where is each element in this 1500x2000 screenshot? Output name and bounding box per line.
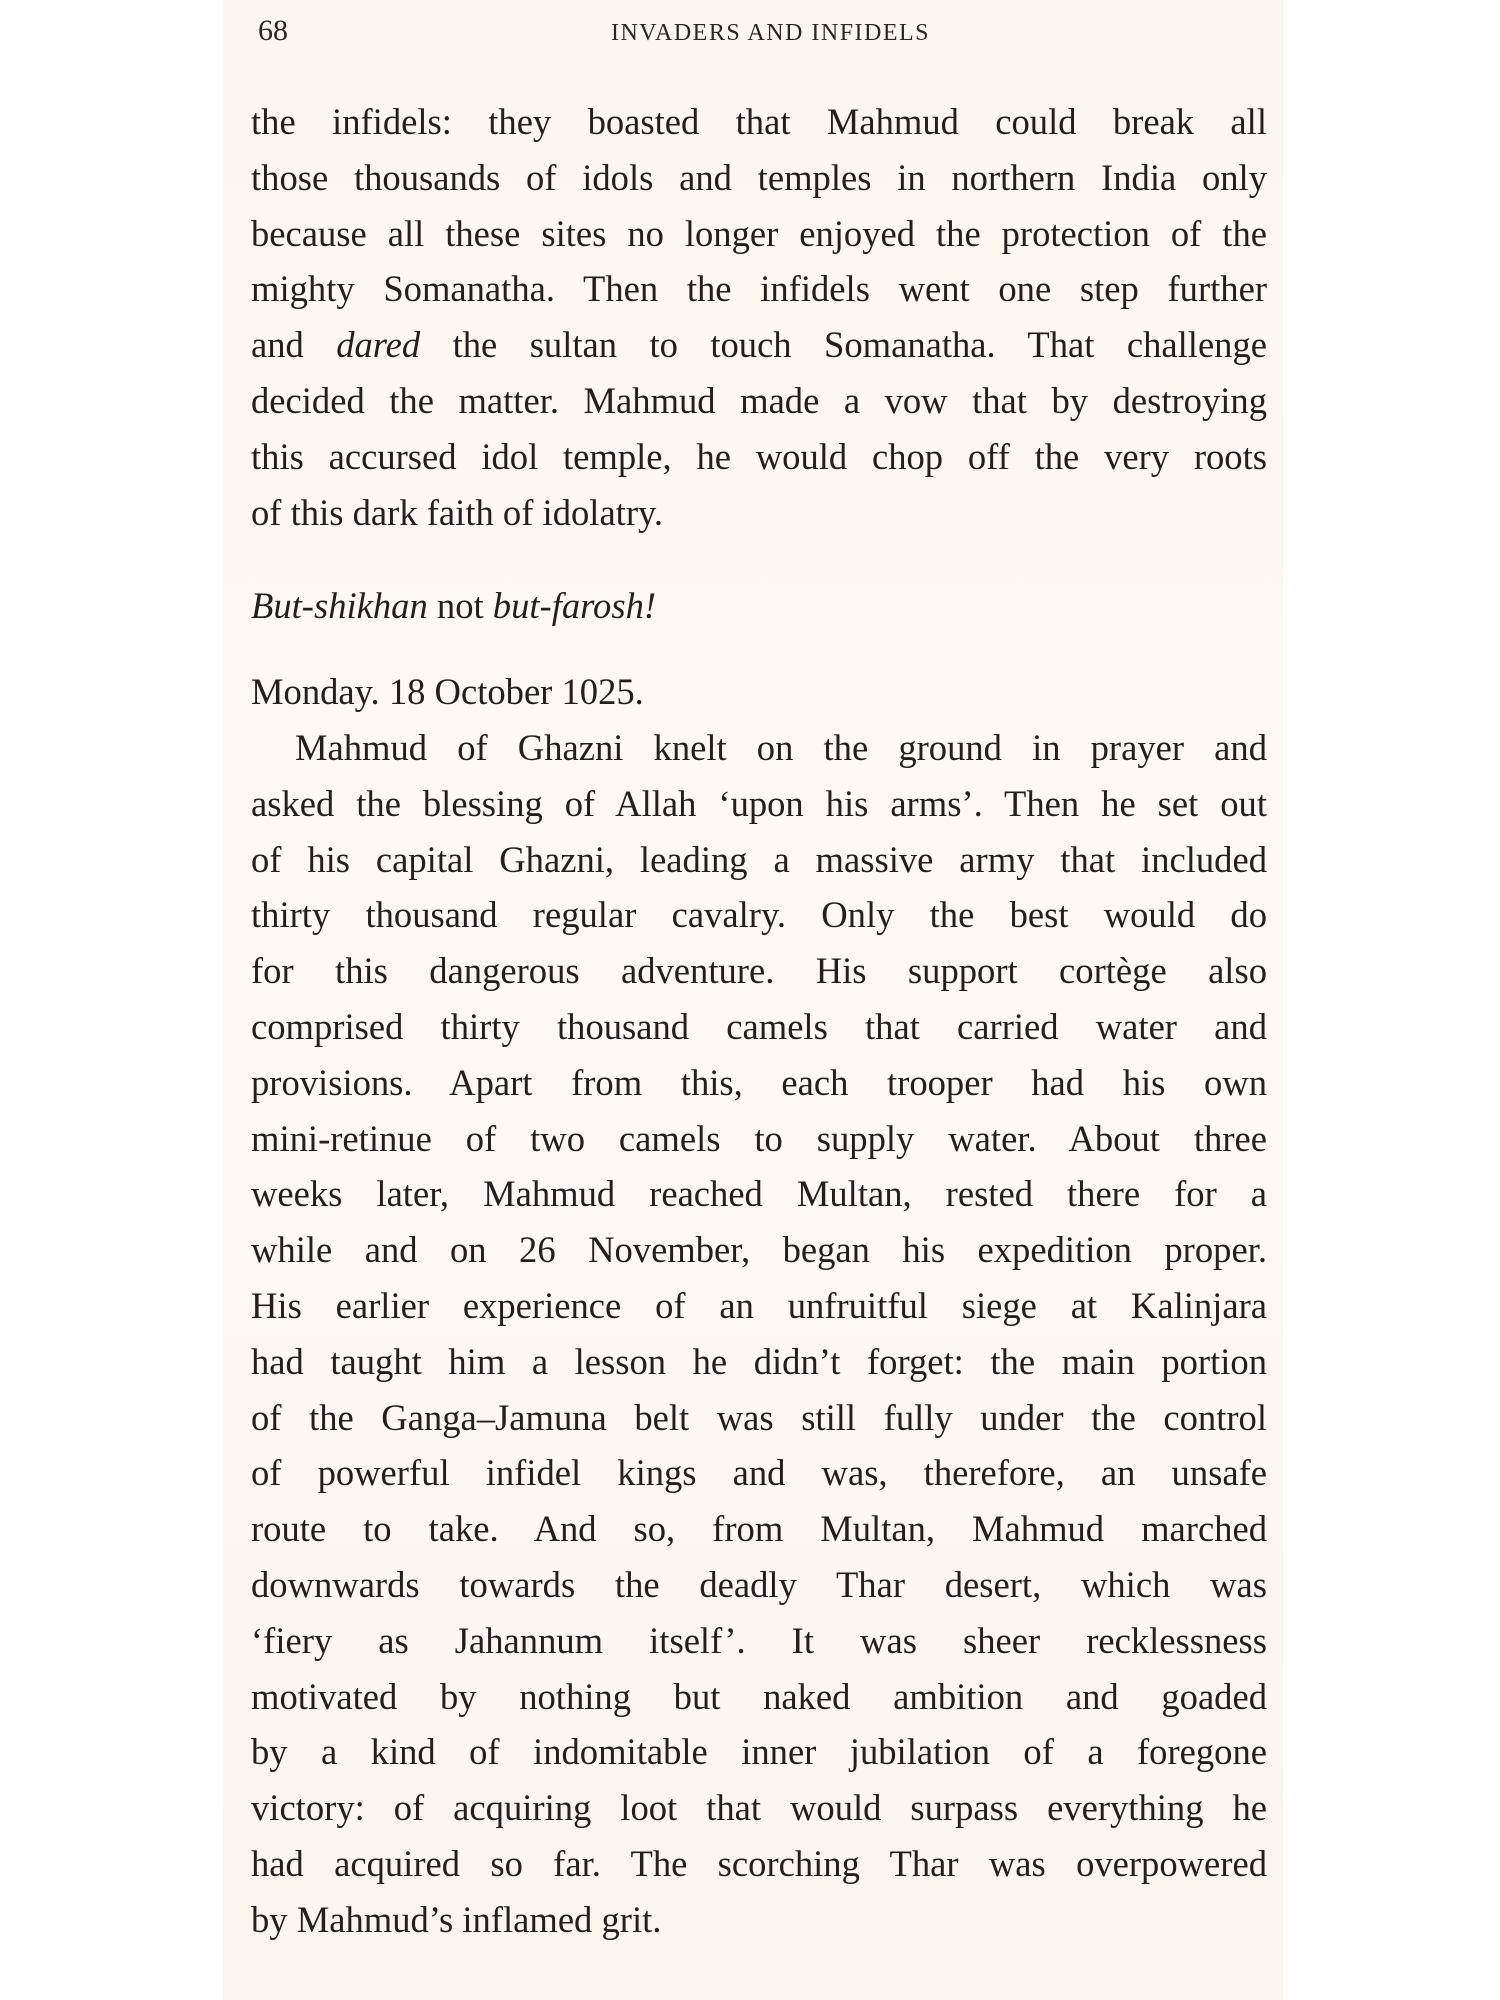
text-line: mini-retinue of two camels to supply water. About three [251, 1117, 1267, 1159]
text-line: had taught him a lesson he didn’t forget: the main portion [251, 1340, 1267, 1382]
text-line: His earlier experience of an unfruitful siege at Kalinjara [251, 1284, 1267, 1326]
body-text [251, 94, 1267, 1948]
text-line: ‘fiery as Jahannum itself’. It was sheer recklessness [251, 1619, 1267, 1661]
paragraph-2 [251, 720, 1267, 1948]
heading-middle: not [427, 585, 493, 627]
text-line: for this dangerous adventure. His support cortège also [251, 950, 1267, 992]
text-line: decided the matter. Mahmud made a vow that by destroying [251, 379, 1267, 421]
text-line: route to take. And so, from Multan, Mahmud marched [251, 1508, 1267, 1550]
text-line: motivated by nothing but naked ambition and goaded [251, 1675, 1267, 1717]
text-line: Mahmud of Ghazni knelt on the ground in prayer and [295, 726, 1267, 768]
text-line: those thousands of idols and temples in northern India only [251, 156, 1267, 198]
spacer [251, 634, 1267, 664]
text-line [251, 317, 1267, 373]
text-line: of this dark faith of idolatry. [251, 491, 664, 533]
text-line: thirty thousand regular cavalry. Only the best would do [251, 894, 1267, 936]
text-run: and [251, 324, 337, 366]
paragraph-1 [251, 94, 1267, 540]
page-header [258, 14, 1283, 54]
text-line: provisions. Apart from this, each trooper had his own [251, 1061, 1267, 1103]
page-number: 68 [258, 14, 288, 47]
text-line: while and on 26 November, began his expedition proper. [251, 1229, 1267, 1271]
text-line: of the Ganga–Jamuna belt was still fully under the control [251, 1396, 1267, 1438]
text-line: victory: of acquiring loot that would surpass everything he [251, 1787, 1267, 1829]
text-line: comprised thirty thousand camels that carried water and [251, 1005, 1267, 1047]
running-head: INVADERS AND INFIDELS [610, 20, 931, 46]
text-line: downwards towards the deadly Thar desert, which was [251, 1563, 1267, 1605]
book-page [223, 0, 1283, 2000]
text-line: had acquired so far. The scorching Thar was overpowered [251, 1842, 1267, 1884]
dateline: Monday. 18 October 1025. [251, 671, 644, 713]
emphasis-dared: dared [336, 324, 421, 366]
text-line: mighty Somanatha. Then the infidels went one step further [251, 268, 1267, 310]
section-heading [251, 578, 1267, 634]
text-line: asked the blessing of Allah ‘upon his arms’. Then he set out [251, 782, 1267, 824]
text-line: of powerful infidel kings and was, therefore, an unsafe [251, 1452, 1267, 1494]
heading-italic-1: But-shikhan [251, 585, 428, 627]
text-line: weeks later, Mahmud reached Multan, rested there for a [251, 1173, 1267, 1215]
text-line: this accursed idol temple, he would chop off the very roots [251, 435, 1267, 477]
text-line: by Mahmud’s inflamed grit. [251, 1898, 662, 1940]
text-run: the sultan to touch Somanatha. That challenge [420, 324, 1267, 366]
text-line: by a kind of indomitable inner jubilation of a foregone [251, 1731, 1267, 1773]
text-line: of his capital Ghazni, leading a massive army that included [251, 838, 1267, 880]
text-line: because all these sites no longer enjoyed the protection of the [251, 212, 1267, 254]
spacer [251, 540, 1267, 578]
text-line: the infidels: they boasted that Mahmud could break all [251, 101, 1267, 142]
heading-italic-2: but-farosh! [492, 585, 657, 627]
